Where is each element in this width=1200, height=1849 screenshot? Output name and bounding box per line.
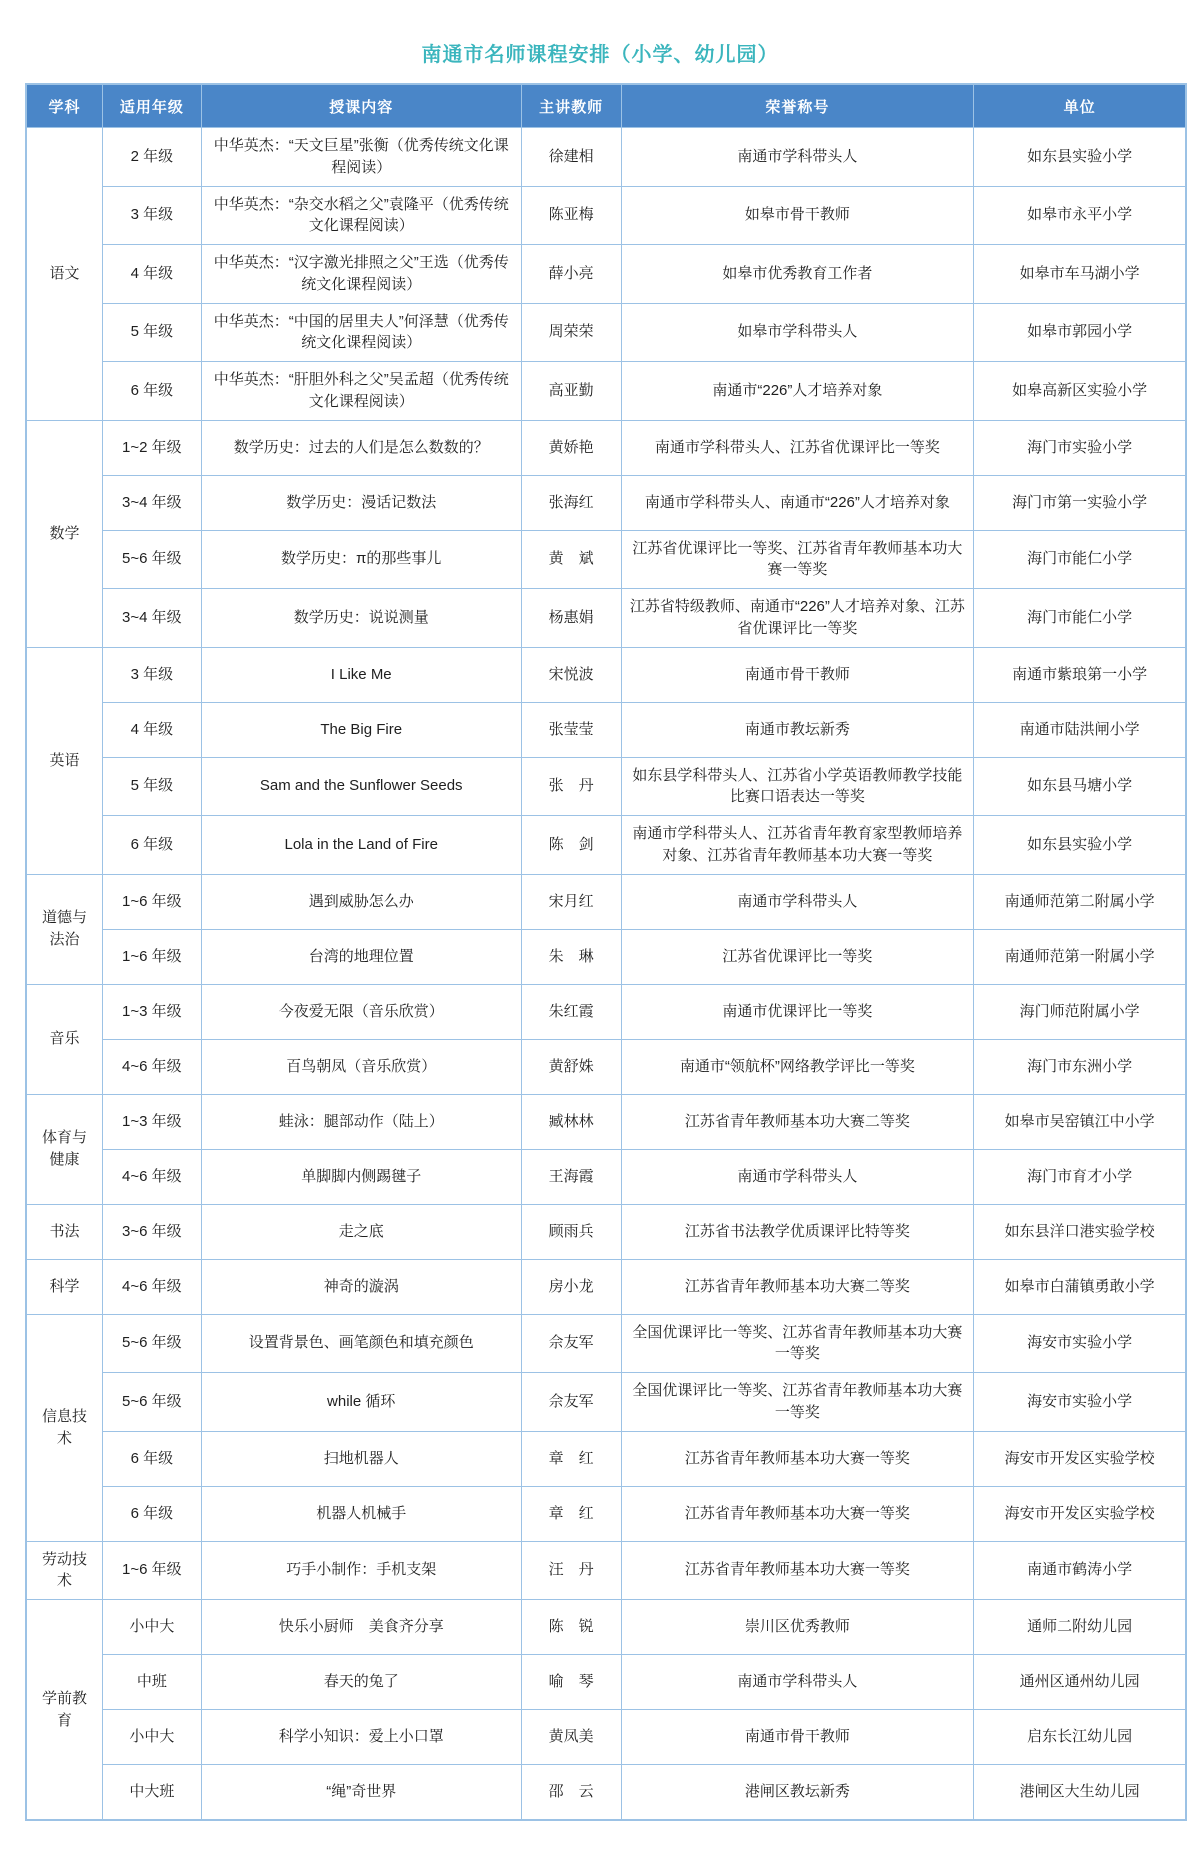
col-header-grade: 适用年级 [103, 84, 202, 128]
table-row [26, 929, 1186, 984]
grade-cell: 小中大 [103, 1600, 202, 1655]
teacher-cell: 黄舒姝 [521, 1039, 621, 1094]
content-cell: 巧手小制作：手机支架 [201, 1541, 521, 1600]
teacher-cell: 周荣荣 [521, 303, 621, 362]
col-header-teacher: 主讲教师 [521, 84, 621, 128]
grade-cell: 1~6 年级 [103, 874, 202, 929]
content-cell: 单脚脚内侧踢毽子 [201, 1149, 521, 1204]
honor-cell: 江苏省青年教师基本功大赛二等奖 [621, 1259, 974, 1314]
grade-cell: 4~6 年级 [103, 1259, 202, 1314]
table-row [26, 245, 1186, 304]
content-cell: I Like Me [201, 647, 521, 702]
honor-cell: 江苏省青年教师基本功大赛一等奖 [621, 1541, 974, 1600]
table-row [26, 1541, 1186, 1600]
grade-cell: 1~6 年级 [103, 929, 202, 984]
grade-cell: 小中大 [103, 1710, 202, 1765]
unit-cell: 如东县实验小学 [974, 816, 1186, 875]
table-row [26, 475, 1186, 530]
table-row [26, 1314, 1186, 1373]
grade-cell: 1~2 年级 [103, 420, 202, 475]
teacher-cell: 薛小亮 [521, 245, 621, 304]
teacher-cell: 黄娇艳 [521, 420, 621, 475]
grade-cell: 6 年级 [103, 816, 202, 875]
grade-cell: 1~3 年级 [103, 1094, 202, 1149]
table-row [26, 1431, 1186, 1486]
honor-cell: 南通市骨干教师 [621, 647, 974, 702]
grade-cell: 3~4 年级 [103, 589, 202, 648]
teacher-cell: 房小龙 [521, 1259, 621, 1314]
unit-cell: 南通师范第二附属小学 [974, 874, 1186, 929]
table-row [26, 1204, 1186, 1259]
unit-cell: 海安市开发区实验学校 [974, 1486, 1186, 1541]
teacher-cell: 黄 斌 [521, 530, 621, 589]
honor-cell: 江苏省青年教师基本功大赛二等奖 [621, 1094, 974, 1149]
honor-cell: 江苏省优课评比一等奖 [621, 929, 974, 984]
subject-cell: 体育与健康 [26, 1094, 103, 1204]
honor-cell: 南通市教坛新秀 [621, 702, 974, 757]
teacher-cell: 章 红 [521, 1431, 621, 1486]
honor-cell: 港闸区教坛新秀 [621, 1765, 974, 1821]
teacher-cell: 张海红 [521, 475, 621, 530]
table-row [26, 816, 1186, 875]
content-cell: 科学小知识：爱上小口罩 [201, 1710, 521, 1765]
grade-cell: 6 年级 [103, 1486, 202, 1541]
teacher-cell: 佘友军 [521, 1373, 621, 1432]
table-row [26, 1373, 1186, 1432]
subject-cell: 劳动技术 [26, 1541, 103, 1600]
content-cell: 中华英杰：“天文巨星”张衡（优秀传统文化课程阅读） [201, 128, 521, 187]
teacher-cell: 徐建相 [521, 128, 621, 187]
unit-cell: 海门市第一实验小学 [974, 475, 1186, 530]
content-cell: 中华英杰：“杂交水稻之父”袁隆平（优秀传统文化课程阅读） [201, 186, 521, 245]
table-row [26, 420, 1186, 475]
unit-cell: 如皋高新区实验小学 [974, 362, 1186, 421]
honor-cell: 南通市学科带头人 [621, 1149, 974, 1204]
content-cell: 数学历史：漫话记数法 [201, 475, 521, 530]
table-row [26, 702, 1186, 757]
grade-cell: 4~6 年级 [103, 1149, 202, 1204]
unit-cell: 海门市实验小学 [974, 420, 1186, 475]
unit-cell: 海门师范附属小学 [974, 984, 1186, 1039]
unit-cell: 海门市能仁小学 [974, 530, 1186, 589]
grade-cell: 3 年级 [103, 647, 202, 702]
teacher-cell: 陈 锐 [521, 1600, 621, 1655]
honor-cell: 南通市学科带头人 [621, 1655, 974, 1710]
honor-cell: 南通市骨干教师 [621, 1710, 974, 1765]
table-body [26, 128, 1186, 1821]
unit-cell: 如皋市永平小学 [974, 186, 1186, 245]
table-row [26, 1710, 1186, 1765]
teacher-cell: 王海霞 [521, 1149, 621, 1204]
unit-cell: 南通市陆洪闸小学 [974, 702, 1186, 757]
unit-cell: 港闸区大生幼儿园 [974, 1765, 1186, 1821]
teacher-cell: 陈 剑 [521, 816, 621, 875]
grade-cell: 5 年级 [103, 757, 202, 816]
header-row [26, 84, 1186, 128]
honor-cell: 如皋市学科带头人 [621, 303, 974, 362]
content-cell: while 循环 [201, 1373, 521, 1432]
content-cell: Lola in the Land of Fire [201, 816, 521, 875]
subject-cell: 书法 [26, 1204, 103, 1259]
unit-cell: 海安市实验小学 [974, 1373, 1186, 1432]
table-header [26, 84, 1186, 128]
content-cell: 今夜爱无限（音乐欣赏） [201, 984, 521, 1039]
grade-cell: 中大班 [103, 1765, 202, 1821]
col-header-subject: 学科 [26, 84, 103, 128]
unit-cell: 南通市鹤涛小学 [974, 1541, 1186, 1600]
grade-cell: 1~3 年级 [103, 984, 202, 1039]
teacher-cell: 喻 琴 [521, 1655, 621, 1710]
honor-cell: 江苏省优课评比一等奖、江苏省青年教师基本功大赛一等奖 [621, 530, 974, 589]
unit-cell: 海安市开发区实验学校 [974, 1431, 1186, 1486]
unit-cell: 启东长江幼儿园 [974, 1710, 1186, 1765]
honor-cell: 江苏省青年教师基本功大赛一等奖 [621, 1486, 974, 1541]
honor-cell: 如东县学科带头人、江苏省小学英语教师教学技能比赛口语表达一等奖 [621, 757, 974, 816]
teacher-cell: 佘友军 [521, 1314, 621, 1373]
teacher-cell: 朱 琳 [521, 929, 621, 984]
table-row [26, 1600, 1186, 1655]
table-row [26, 647, 1186, 702]
table-row [26, 874, 1186, 929]
teacher-cell: 朱红霞 [521, 984, 621, 1039]
teacher-cell: 杨惠娟 [521, 589, 621, 648]
content-cell: 扫地机器人 [201, 1431, 521, 1486]
teacher-cell: 顾雨兵 [521, 1204, 621, 1259]
honor-cell: 崇川区优秀教师 [621, 1600, 974, 1655]
honor-cell: 南通市“226”人才培养对象 [621, 362, 974, 421]
unit-cell: 海门市育才小学 [974, 1149, 1186, 1204]
grade-cell: 4 年级 [103, 702, 202, 757]
teacher-cell: 陈亚梅 [521, 186, 621, 245]
page-title: 南通市名师课程安排（小学、幼儿园） [421, 44, 779, 66]
col-header-content: 授课内容 [201, 84, 521, 128]
unit-cell: 如东县实验小学 [974, 128, 1186, 187]
content-cell: 中华英杰：“中国的居里夫人”何泽慧（优秀传统文化课程阅读） [201, 303, 521, 362]
unit-cell: 南通市紫琅第一小学 [974, 647, 1186, 702]
table-row [26, 303, 1186, 362]
content-cell: 快乐小厨师 美食齐分享 [201, 1600, 521, 1655]
table-row [26, 1486, 1186, 1541]
subject-cell: 语文 [26, 128, 103, 421]
teacher-cell: 臧林林 [521, 1094, 621, 1149]
content-cell: 台湾的地理位置 [201, 929, 521, 984]
subject-cell: 学前教育 [26, 1600, 103, 1821]
grade-cell: 1~6 年级 [103, 1541, 202, 1600]
teacher-cell: 张莹莹 [521, 702, 621, 757]
content-cell: 数学历史：π的那些事儿 [201, 530, 521, 589]
honor-cell: 江苏省特级教师、南通市“226”人才培养对象、江苏省优课评比一等奖 [621, 589, 974, 648]
teacher-cell: 章 红 [521, 1486, 621, 1541]
content-cell: 数学历史：过去的人们是怎么数数的？ [201, 420, 521, 475]
honor-cell: 南通市学科带头人、江苏省青年教育家型教师培养对象、江苏省青年教师基本功大赛一等奖 [621, 816, 974, 875]
content-cell: 遇到威胁怎么办 [201, 874, 521, 929]
grade-cell: 3~4 年级 [103, 475, 202, 530]
table-row [26, 1765, 1186, 1821]
unit-cell: 通州区通州幼儿园 [974, 1655, 1186, 1710]
teacher-cell: 黄凤美 [521, 1710, 621, 1765]
subject-cell: 信息技术 [26, 1314, 103, 1541]
content-cell: 百鸟朝凤（音乐欣赏） [201, 1039, 521, 1094]
content-cell: 机器人机械手 [201, 1486, 521, 1541]
content-cell: 数学历史：说说测量 [201, 589, 521, 648]
honor-cell: 如皋市优秀教育工作者 [621, 245, 974, 304]
subject-cell: 音乐 [26, 984, 103, 1094]
unit-cell: 海安市实验小学 [974, 1314, 1186, 1373]
teacher-cell: 高亚勤 [521, 362, 621, 421]
table-row [26, 984, 1186, 1039]
course-table [25, 83, 1187, 1821]
unit-cell: 如皋市郭园小学 [974, 303, 1186, 362]
table-row [26, 1259, 1186, 1314]
subject-cell: 数学 [26, 420, 103, 647]
table-row [26, 128, 1186, 187]
unit-cell: 如东县洋口港实验学校 [974, 1204, 1186, 1259]
col-header-honor: 荣誉称号 [621, 84, 974, 128]
unit-cell: 通师二附幼儿园 [974, 1600, 1186, 1655]
grade-cell: 4~6 年级 [103, 1039, 202, 1094]
unit-cell: 海门市东洲小学 [974, 1039, 1186, 1094]
honor-cell: 南通市学科带头人、南通市“226”人才培养对象 [621, 475, 974, 530]
honor-cell: 南通市“领航杯”网络教学评比一等奖 [621, 1039, 974, 1094]
content-cell: 中华英杰：“肝胆外科之父”吴孟超（优秀传统文化课程阅读） [201, 362, 521, 421]
content-cell: 春天的兔了 [201, 1655, 521, 1710]
teacher-cell: 宋月红 [521, 874, 621, 929]
content-cell: “绳”奇世界 [201, 1765, 521, 1821]
unit-cell: 如皋市白蒲镇勇敢小学 [974, 1259, 1186, 1314]
unit-cell: 如皋市车马湖小学 [974, 245, 1186, 304]
subject-cell: 科学 [26, 1259, 103, 1314]
content-cell: 神奇的漩涡 [201, 1259, 521, 1314]
content-cell: 设置背景色、画笔颜色和填充颜色 [201, 1314, 521, 1373]
honor-cell: 江苏省书法教学优质课评比特等奖 [621, 1204, 974, 1259]
teacher-cell: 邵 云 [521, 1765, 621, 1821]
honor-cell: 南通市学科带头人 [621, 128, 974, 187]
table-row [26, 1149, 1186, 1204]
col-header-unit: 单位 [974, 84, 1186, 128]
honor-cell: 南通市学科带头人、江苏省优课评比一等奖 [621, 420, 974, 475]
honor-cell: 南通市优课评比一等奖 [621, 984, 974, 1039]
unit-cell: 南通师范第一附属小学 [974, 929, 1186, 984]
grade-cell: 5~6 年级 [103, 1314, 202, 1373]
honor-cell: 如皋市骨干教师 [621, 186, 974, 245]
content-cell: The Big Fire [201, 702, 521, 757]
content-cell: 中华英杰：“汉字激光排照之父”王选（优秀传统文化课程阅读） [201, 245, 521, 304]
grade-cell: 4 年级 [103, 245, 202, 304]
table-row [26, 757, 1186, 816]
honor-cell: 江苏省青年教师基本功大赛一等奖 [621, 1431, 974, 1486]
grade-cell: 5~6 年级 [103, 1373, 202, 1432]
teacher-cell: 张 丹 [521, 757, 621, 816]
grade-cell: 3~6 年级 [103, 1204, 202, 1259]
teacher-cell: 汪 丹 [521, 1541, 621, 1600]
honor-cell: 全国优课评比一等奖、江苏省青年教师基本功大赛一等奖 [621, 1373, 974, 1432]
content-cell: 蛙泳：腿部动作（陆上） [201, 1094, 521, 1149]
table-row [26, 589, 1186, 648]
table-row [26, 1094, 1186, 1149]
grade-cell: 6 年级 [103, 1431, 202, 1486]
grade-cell: 3 年级 [103, 186, 202, 245]
unit-cell: 如皋市吴窑镇江中小学 [974, 1094, 1186, 1149]
table-row [26, 530, 1186, 589]
grade-cell: 中班 [103, 1655, 202, 1710]
honor-cell: 南通市学科带头人 [621, 874, 974, 929]
grade-cell: 2 年级 [103, 128, 202, 187]
table-row [26, 1655, 1186, 1710]
unit-cell: 海门市能仁小学 [974, 589, 1186, 648]
content-cell: Sam and the Sunflower Seeds [201, 757, 521, 816]
subject-cell: 英语 [26, 647, 103, 874]
honor-cell: 全国优课评比一等奖、江苏省青年教师基本功大赛一等奖 [621, 1314, 974, 1373]
unit-cell: 如东县马塘小学 [974, 757, 1186, 816]
grade-cell: 5~6 年级 [103, 530, 202, 589]
table-row [26, 1039, 1186, 1094]
grade-cell: 5 年级 [103, 303, 202, 362]
grade-cell: 6 年级 [103, 362, 202, 421]
teacher-cell: 宋悦波 [521, 647, 621, 702]
content-cell: 走之底 [201, 1204, 521, 1259]
subject-cell: 道德与法治 [26, 874, 103, 984]
table-row [26, 186, 1186, 245]
table-row [26, 362, 1186, 421]
